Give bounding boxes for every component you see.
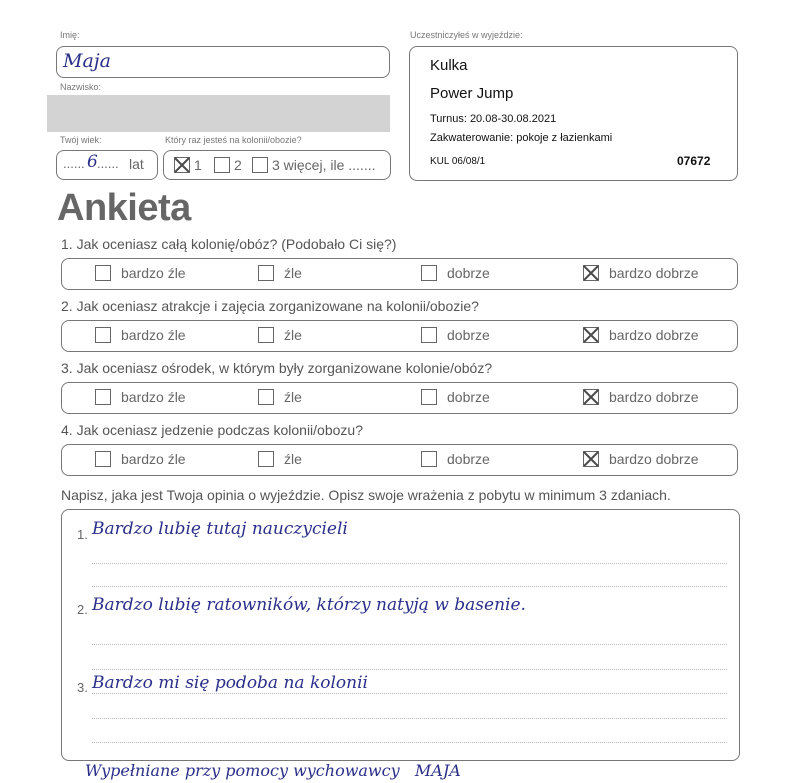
- opinion-num-3: 3.: [77, 680, 88, 695]
- times-option-2: 2: [234, 157, 242, 173]
- answer-checkbox[interactable]: [583, 327, 599, 343]
- answer-checkbox[interactable]: [258, 451, 274, 467]
- opinion-text-3: Bardzo mi się podoba na kolonii: [92, 673, 368, 693]
- times-checkbox-1[interactable]: [174, 157, 190, 173]
- times-option-1: 1: [194, 157, 202, 173]
- opinion-line: [92, 742, 727, 743]
- age-dots-left: ......: [63, 156, 85, 171]
- question-4-options: [61, 444, 738, 476]
- surname-redacted: [47, 95, 390, 132]
- opinion-line: [92, 669, 727, 670]
- trip-program: Power Jump: [430, 85, 514, 102]
- opinion-text-1: Bardzo lubię tutaj nauczycieli: [92, 519, 348, 539]
- age-field[interactable]: [56, 150, 158, 180]
- question-1-text: [61, 236, 396, 252]
- answer-checkbox[interactable]: [583, 389, 599, 405]
- answer-checkbox[interactable]: [583, 265, 599, 281]
- question-label: Jak oceniasz ośrodek, w którym były zorganizowane kolonie/obóz?: [76, 360, 493, 376]
- opinion-num-2: 2.: [77, 602, 88, 617]
- answer-label: bardzo źle: [121, 327, 186, 343]
- times-checkbox-2[interactable]: [214, 157, 230, 173]
- question-number: 2.: [61, 298, 73, 314]
- times-option-3: 3 więcej, ile .......: [272, 157, 376, 173]
- trip-number: 07672: [677, 154, 711, 168]
- question-3-options: [61, 382, 738, 414]
- question-2-text: [61, 298, 479, 314]
- answer-checkbox[interactable]: [421, 389, 437, 405]
- answer-checkbox[interactable]: [95, 327, 111, 343]
- trip-code: KUL 06/08/1: [430, 156, 486, 167]
- opinion-line: [92, 644, 727, 645]
- answer-label: bardzo źle: [121, 389, 186, 405]
- answer-label: źle: [284, 389, 302, 405]
- answer-label: źle: [284, 327, 302, 343]
- answer-label: bardzo źle: [121, 265, 186, 281]
- answer-label: bardzo źle: [121, 451, 186, 467]
- opinion-line: [92, 718, 727, 719]
- surname-label: Nazwisko:: [60, 82, 102, 92]
- answer-checkbox[interactable]: [421, 451, 437, 467]
- question-1-options: [61, 258, 738, 290]
- trip-accommodation: Zakwaterowanie: pokoje z łazienkami: [430, 132, 613, 144]
- answer-checkbox[interactable]: [421, 265, 437, 281]
- answer-label: bardzo dobrze: [609, 451, 699, 467]
- trip-label: Uczestniczyłeś w wyjeździe:: [410, 30, 523, 40]
- answer-label: bardzo dobrze: [609, 265, 699, 281]
- answer-label: źle: [284, 265, 302, 281]
- question-label: Jak oceniasz jedzenie podczas kolonii/obozu?: [76, 422, 363, 438]
- trip-name: Kulka: [430, 57, 468, 74]
- times-field: [163, 150, 391, 180]
- answer-label: dobrze: [447, 265, 490, 281]
- opinion-num-1: 1.: [77, 527, 88, 542]
- answer-checkbox[interactable]: [95, 265, 111, 281]
- question-2-options: [61, 320, 738, 352]
- age-dots-right: ......: [97, 156, 119, 171]
- question-label: Jak oceniasz atrakcje i zajęcia zorganizowane na kolonii/obozie?: [76, 298, 479, 314]
- age-label: Twój wiek:: [60, 135, 102, 145]
- age-unit: lat: [129, 156, 144, 172]
- question-number: 3.: [61, 360, 73, 376]
- times-checkbox-3[interactable]: [252, 157, 268, 173]
- name-field[interactable]: [56, 46, 390, 78]
- trip-info-box: [409, 46, 738, 181]
- opinion-line: [92, 586, 727, 587]
- name-label: Imię:: [60, 30, 80, 40]
- opinion-prompt: Napisz, jaka jest Twoja opinia o wyjeździe. Opisz swoje wrażenia z pobytu w minimum 3 zdaniach.: [61, 487, 671, 503]
- footer-note: Wypełniane przy pomocy wychowawcy MAJA: [85, 761, 461, 780]
- answer-checkbox[interactable]: [95, 389, 111, 405]
- times-label: Który raz jesteś na kolonii/obozie?: [165, 135, 302, 145]
- question-3-text: [61, 360, 492, 376]
- question-label: Jak oceniasz całą kolonię/obóz? (Podobało Ci się?): [76, 236, 397, 252]
- survey-title: Ankieta: [57, 187, 191, 229]
- answer-checkbox[interactable]: [258, 265, 274, 281]
- opinion-box[interactable]: [61, 509, 740, 761]
- answer-checkbox[interactable]: [421, 327, 437, 343]
- question-number: 4.: [61, 422, 73, 438]
- answer-label: dobrze: [447, 389, 490, 405]
- opinion-line: [92, 563, 727, 564]
- question-4-text: [61, 422, 363, 438]
- answer-label: bardzo dobrze: [609, 327, 699, 343]
- answer-label: dobrze: [447, 327, 490, 343]
- trip-turnus: Turnus: 20.08-30.08.2021: [430, 113, 557, 125]
- opinion-text-2: Bardzo lubię ratowników, którzy natyją w basenie.: [92, 595, 526, 615]
- question-number: 1.: [61, 236, 73, 252]
- answer-checkbox[interactable]: [258, 389, 274, 405]
- age-value: 6: [87, 152, 98, 172]
- name-value: Maja: [63, 50, 112, 72]
- answer-checkbox[interactable]: [95, 451, 111, 467]
- answer-label: bardzo dobrze: [609, 389, 699, 405]
- opinion-line: [92, 693, 727, 694]
- answer-label: źle: [284, 451, 302, 467]
- answer-checkbox[interactable]: [258, 327, 274, 343]
- answer-label: dobrze: [447, 451, 490, 467]
- answer-checkbox[interactable]: [583, 451, 599, 467]
